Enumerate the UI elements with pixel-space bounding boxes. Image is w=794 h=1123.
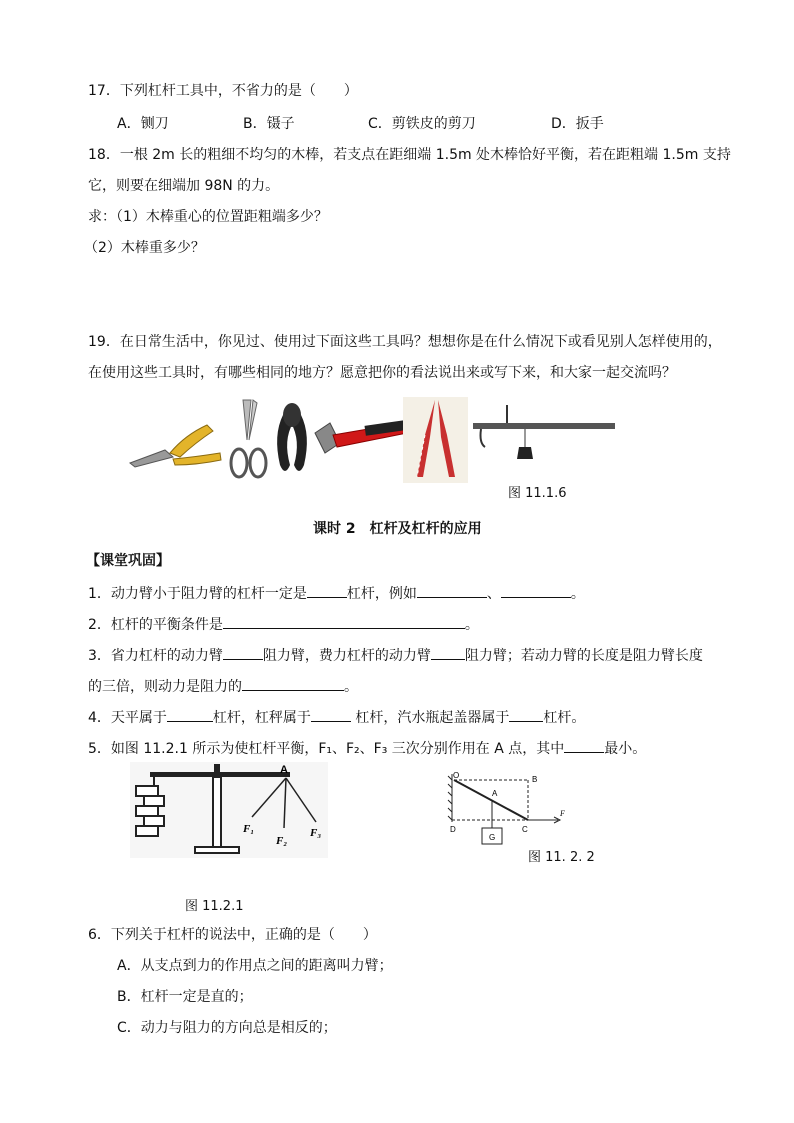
fig2-label-o: O — [453, 771, 460, 780]
q18-ask2: （2）木棒重多少？ — [84, 240, 205, 256]
p1-line — [88, 583, 585, 603]
lever-post — [213, 777, 221, 847]
fig2-label-b: B — [532, 775, 538, 784]
scissors-image — [231, 400, 266, 477]
p3-text-e: 。 — [344, 679, 358, 695]
p3-text-d: 的三倍，则动力是阻力的 — [88, 679, 242, 695]
p1-text-b: 杠杆，例如 — [346, 586, 417, 602]
fig2-label-f: F — [560, 809, 565, 818]
q17-option-d: D．扳手 — [551, 116, 604, 132]
p2-blank[interactable] — [223, 614, 465, 629]
p2-text-b: 。 — [464, 617, 479, 633]
q6-option-c: C．动力与阻力的方向总是相反的； — [117, 1020, 337, 1036]
q17-option-a: A．铡刀 — [117, 116, 169, 132]
p4-line — [88, 707, 585, 727]
fig2-label-c: C — [522, 825, 528, 834]
q6-stem: 6．下列关于杠杆的说法中，正确的是（ ） — [88, 927, 377, 943]
tools-illustration — [125, 395, 620, 485]
p3-blank-1[interactable] — [223, 645, 263, 660]
p3-blank-2[interactable] — [431, 645, 465, 660]
p3-line2 — [88, 676, 358, 696]
p2-text-a: 2．杠杆的平衡条件是 — [88, 617, 223, 633]
p3-blank-3[interactable] — [242, 676, 344, 691]
p5-line — [88, 738, 646, 758]
p5-text-a: 5．如图 11.2.1 所示为使杠杆平衡，F₁、F₂、F₃ 三次分别作用在 A 点，其中 — [88, 741, 565, 757]
p3-text-a: 3．省力杠杆的动力臂 — [88, 648, 223, 664]
fig1-label-f3: F₃ — [310, 827, 322, 839]
p4-blank-1[interactable] — [167, 707, 213, 722]
fig1-label-a: A — [280, 764, 288, 776]
q18-line2: 它，则要在细端加 98N 的力。 — [88, 178, 280, 194]
p4-text-b: 杠杆，杠秤属于 — [212, 710, 311, 726]
pliers-image — [130, 425, 221, 467]
p5-blank[interactable] — [564, 738, 604, 753]
q17-stem: 17．下列杠杆工具中，不省力的是（ ） — [88, 83, 358, 99]
fig2-label-a: A — [492, 789, 498, 798]
p1-text-c: 、 — [486, 586, 501, 602]
p1-blank-1[interactable] — [307, 583, 347, 598]
q18-ask1: 求：（1）木棒重心的位置距粗端多少？ — [88, 209, 328, 225]
p4-text-a: 4．天平属于 — [88, 710, 167, 726]
p4-blank-3[interactable] — [509, 707, 543, 722]
q17-option-c: C．剪铁皮的剪刀 — [368, 116, 476, 132]
fig-11-2-2 — [446, 770, 570, 850]
q19-line2: 在使用这些工具时，有哪些相同的地方？愿意把你的看法说出来或写下来，和大家一起交流吗？ — [88, 365, 676, 381]
p3-text-b: 阻力臂，费力杠杆的动力臂 — [262, 648, 431, 664]
p1-text-a: 1．动力臂小于阻力臂的杠杆一定是 — [88, 586, 307, 602]
q6-option-b: B．杠杆一定是直的； — [117, 989, 253, 1005]
p2-line — [88, 614, 479, 634]
q17-option-b: B．镊子 — [243, 116, 295, 132]
fig-11-1-6-caption: 图 11.1.6 — [508, 486, 567, 501]
p1-text-d: 。 — [570, 586, 585, 602]
fig-11-2-1-caption: 图 11.2.1 — [185, 899, 244, 914]
p5-text-b: 最小。 — [604, 741, 647, 757]
p1-blank-3[interactable] — [501, 583, 571, 598]
nippers-image — [277, 403, 307, 471]
p4-text-d: 杠杆。 — [543, 710, 586, 726]
section-label: 【课堂巩固】 — [86, 553, 170, 569]
steelyard-image — [473, 405, 615, 459]
fig1-label-f1: F₁ — [243, 823, 255, 835]
hammer-image — [315, 420, 407, 453]
p1-blank-2[interactable] — [417, 583, 487, 598]
q18-line1: 18．一根 2m 长的粗细不均匀的木棒，若支点在距细端 1.5m 处木棒恰好平衡，若在距粗端 1.5m 支持 — [88, 147, 731, 163]
q6-option-a: A．从支点到力的作用点之间的距离叫力臂； — [117, 958, 393, 974]
p3-text-c: 阻力臂；若动力臂的长度是阻力臂长度 — [464, 648, 703, 664]
p4-blank-2[interactable] — [311, 707, 351, 722]
fig2-label-d: D — [450, 825, 456, 834]
p4-text-c: 杠杆，汽水瓶起盖器属于 — [350, 710, 510, 726]
p3-line1 — [88, 645, 703, 665]
lopper-image — [403, 397, 468, 483]
fig2-label-g: G — [489, 833, 496, 842]
q19-line1: 19．在日常生活中，你见过、使用过下面这些工具吗？想想你是在什么情况下或看见别人怎样使用的， — [88, 334, 722, 350]
fig-11-2-2-caption: 图 11. 2. 2 — [528, 850, 595, 865]
fig-11-2-1 — [130, 762, 328, 858]
section-title: 课时 2 杠杆及杠杆的应用 — [313, 521, 482, 537]
fig1-label-f2: F₂ — [276, 835, 288, 847]
